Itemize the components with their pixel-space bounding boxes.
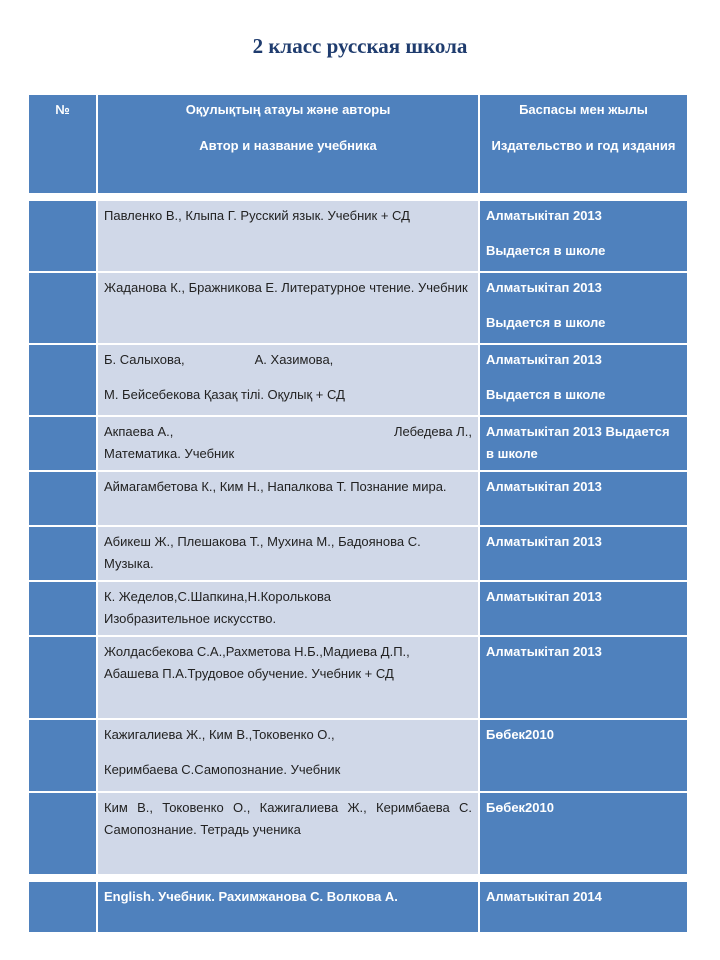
- row-num-cell: [28, 272, 97, 344]
- book-name: English. Учебник. Рахимжанова С. Волкова А.: [97, 881, 479, 933]
- header-num: №: [28, 94, 97, 194]
- page-title: 2 класс русская школа: [252, 34, 468, 58]
- header-pub-kz: Баспасы мен жылы: [519, 102, 648, 117]
- book-name: Павленко В., Клыпа Г. Русский язык. Учебник + СД: [97, 200, 479, 272]
- book-author-a: Б. Салыхова,: [104, 352, 185, 367]
- header-name: [97, 94, 479, 194]
- book-name: М. Бейсебекова Қазақ тілі. Оқулық + СД: [104, 387, 345, 402]
- publisher-cell: [479, 200, 688, 272]
- publisher: Алматыкітап 2013: [479, 526, 688, 581]
- book-name: Жаданова К., Бражникова Е. Литературное чтение. Учебник: [97, 272, 479, 344]
- table-row: [28, 792, 688, 875]
- row-num-cell: [28, 792, 97, 875]
- book-name: Математика. Учебник: [104, 446, 235, 461]
- publisher: Алматыкітап 2013: [479, 471, 688, 526]
- row-num-cell: [28, 881, 97, 933]
- row-num-cell: [28, 636, 97, 719]
- table-row: [28, 636, 688, 719]
- issue-note: Выдается в школе: [486, 387, 606, 402]
- book-name-cell: [97, 581, 479, 636]
- book-name: Абикеш Ж., Плешакова Т., Мухина М., Бадоянова С. Музыка.: [97, 526, 479, 581]
- table-row: [28, 719, 688, 792]
- book-author-b: А. Хазимова,: [254, 352, 334, 367]
- row-num-cell: [28, 526, 97, 581]
- table-row: [28, 881, 688, 933]
- book-name-cell: [97, 636, 479, 719]
- table-row: [28, 344, 688, 416]
- publisher: Алматыкітап 2013: [486, 208, 602, 223]
- publisher: Алматыкітап 2013: [486, 352, 602, 367]
- publisher: Бөбек2010: [479, 719, 688, 792]
- table-row: [28, 526, 688, 581]
- publisher: Алматыкітап 2013 Выдается в школе: [479, 416, 688, 471]
- row-num-cell: [28, 200, 97, 272]
- book-author: Жолдасбекова С.А.,Рахметова Н.Б.,Мадиева Д.П.,: [104, 644, 410, 659]
- table-row: [28, 581, 688, 636]
- publisher: Алматыкітап 2014: [479, 881, 688, 933]
- book-name-cell: [97, 416, 479, 471]
- table-row: [28, 416, 688, 471]
- row-num-cell: [28, 344, 97, 416]
- table-header-row: [28, 94, 688, 194]
- publisher: Алматыкітап 2013: [479, 581, 688, 636]
- publisher: Алматыкітап 2013: [479, 636, 688, 719]
- row-num-cell: [28, 471, 97, 526]
- publisher-cell: [479, 272, 688, 344]
- book-name: Ким В., Токовенко О., Кажигалиева Ж., Керимбаева С. Самопознание. Тетрадь ученика: [97, 792, 479, 875]
- row-num-cell: [28, 581, 97, 636]
- book-name: Изобразительное искусство.: [104, 611, 277, 626]
- header-pub: [479, 94, 688, 194]
- book-author: К. Жеделов,С.Шапкина,Н.Королькова: [104, 589, 331, 604]
- book-author: Кажигалиева Ж., Ким В.,Токовенко О.,: [104, 727, 335, 742]
- book-name: Абашева П.А.Трудовое обучение. Учебник + СД: [104, 666, 394, 681]
- book-name: Аймагамбетова К., Ким Н., Напалкова Т. Познание мира.: [97, 471, 479, 526]
- issue-note: Выдается в школе: [486, 243, 606, 258]
- header-name-kz: Оқулықтың атауы және авторы: [185, 102, 391, 117]
- book-name: Керимбаева С.Самопознание. Учебник: [104, 762, 341, 777]
- issue-note: Выдается в школе: [486, 315, 606, 330]
- book-name-cell: [97, 719, 479, 792]
- table-row: [28, 471, 688, 526]
- textbook-table: [27, 93, 689, 934]
- publisher: Алматыкітап 2013: [486, 280, 602, 295]
- header-name-ru: Автор и название учебника: [199, 138, 377, 153]
- row-num-cell: [28, 416, 97, 471]
- publisher: Бөбек2010: [479, 792, 688, 875]
- table-row: [28, 200, 688, 272]
- book-author-b: Лебедева Л.,: [393, 424, 472, 439]
- book-name-cell: [97, 344, 479, 416]
- row-num-cell: [28, 719, 97, 792]
- book-author-a: Акпаева А.,: [104, 424, 174, 439]
- header-pub-ru: Издательство и год издания: [491, 138, 676, 153]
- publisher-cell: [479, 344, 688, 416]
- table-row: [28, 272, 688, 344]
